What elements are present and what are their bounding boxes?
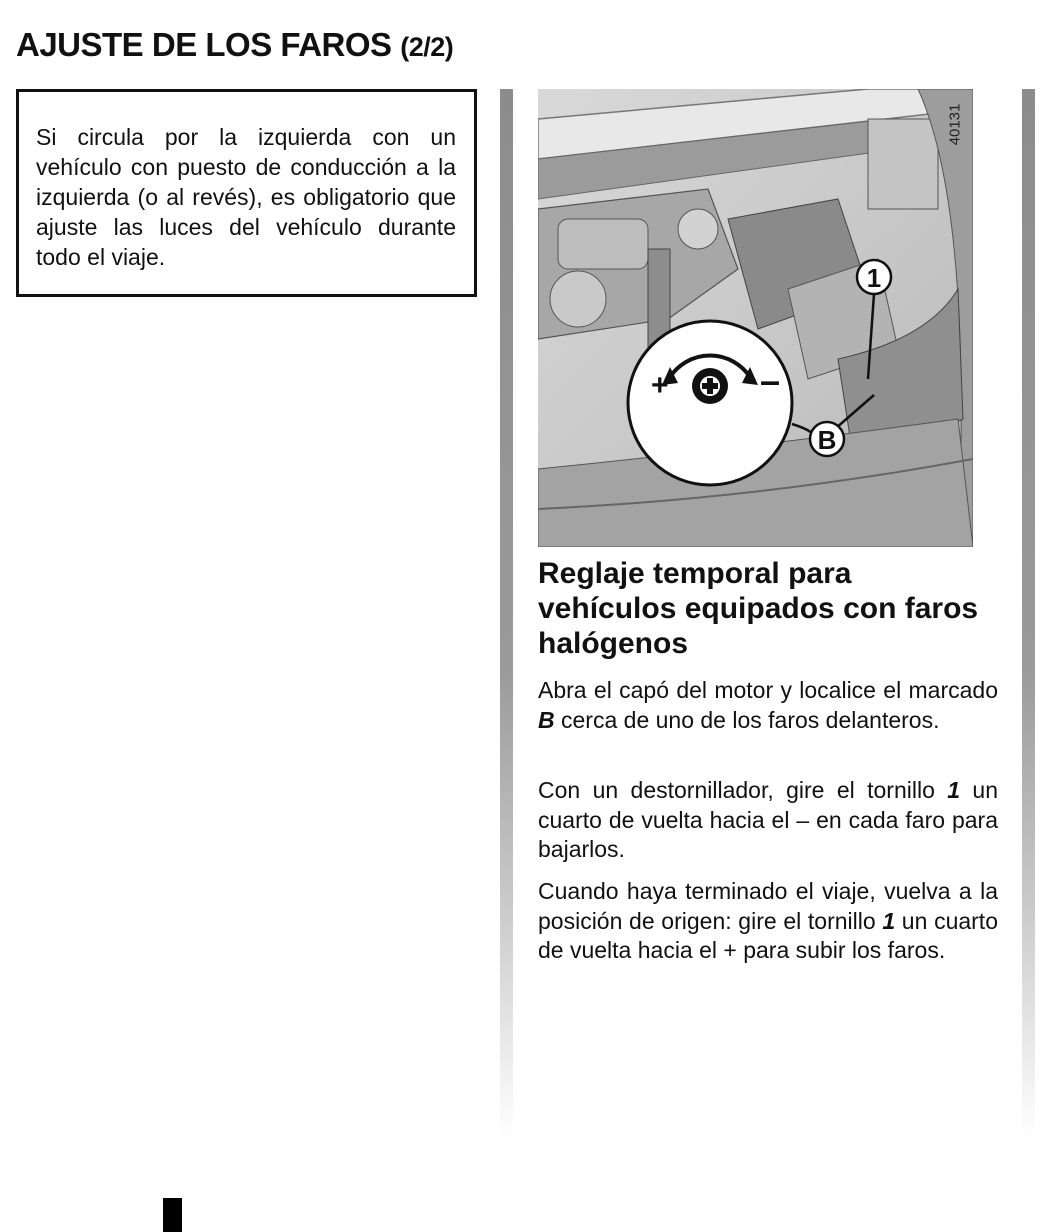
page-title-text: AJUSTE DE LOS FAROS — [16, 26, 392, 63]
paragraph-turn-down — [538, 776, 998, 865]
paragraph-text: Abra el capó del motor y localice el marcado — [538, 677, 998, 703]
ref-screw-1: 1 — [882, 907, 896, 934]
warning-text: Si circula por la izquierda con un vehículo con puesto de conducción a la izquierda (o al revés), es obligatorio que ajuste las luces del vehículo durante todo el viaje. — [36, 124, 456, 270]
paragraph-text: cerca de uno de los faros delanteros. — [554, 706, 940, 733]
engine-bay-drawing — [538, 89, 973, 547]
paragraph-text: un cuarto de vuelta hacia el – en cada faro para bajarlos. — [538, 777, 998, 862]
section-right-bar — [1022, 89, 1035, 1139]
section-heading: Reglaje temporal para vehículos equipados con faros halógenos — [538, 557, 979, 660]
figure-id-text: 40131 — [946, 103, 964, 146]
callout-screw-1: 1 — [866, 263, 882, 293]
figure-id — [946, 98, 968, 154]
callout-mark-b: B — [817, 425, 837, 455]
paragraph-text: Cuando haya terminado el viaje, vuelva a la posición de origen: gire el tornillo — [538, 878, 998, 934]
ref-screw-1: 1 — [947, 777, 961, 803]
paragraph-text: un cuarto de vuelta hacia el + para subir los faros. — [538, 907, 998, 963]
engine-bay-illustration — [538, 89, 973, 547]
page-title — [16, 26, 453, 64]
paragraph-open-hood — [538, 676, 998, 735]
paragraph-turn-up — [538, 877, 998, 966]
section-left-bar — [500, 89, 513, 1139]
ref-mark-b: B — [538, 706, 555, 733]
page-title-part: (2/2) — [400, 32, 454, 62]
plus-symbol: + — [651, 369, 669, 402]
paragraph-text: Con un destornillador, gire el tornillo — [538, 777, 948, 803]
minus-symbol: – — [760, 360, 781, 401]
page-edge-marker — [163, 1198, 182, 1232]
warning-box — [16, 89, 477, 297]
